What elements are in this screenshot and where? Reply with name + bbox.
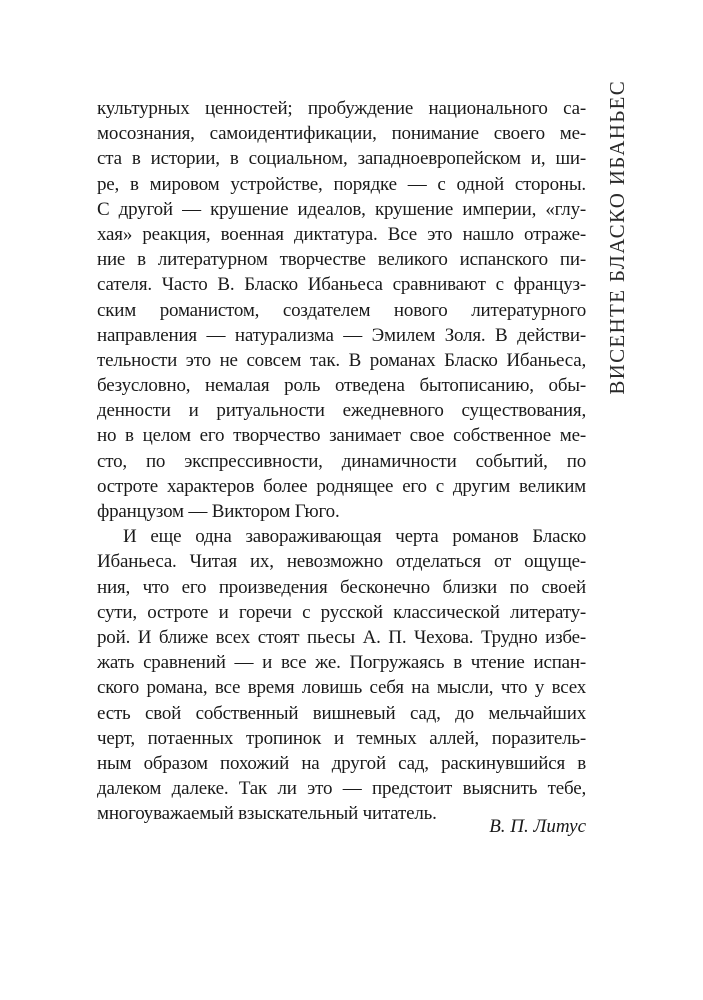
text-line: ского романа, все время ловишь себя на мысли, что у всех bbox=[97, 677, 586, 699]
text-line: мосознания, самоидентификации, понимание своего ме- bbox=[97, 123, 586, 145]
author-signature: В. П. Литус bbox=[489, 816, 586, 837]
body-text bbox=[97, 96, 586, 826]
text-line: многоуважаемый взыскательный читатель. bbox=[97, 803, 437, 825]
text-line: ние в литературном творчестве великого испанского пи- bbox=[97, 249, 586, 271]
text-line: ским романистом, создателем нового литературного bbox=[97, 299, 586, 321]
text-line: есть свой собственный вишневый сад, до мельчайших bbox=[97, 702, 586, 724]
paragraph-1 bbox=[97, 96, 586, 524]
text-line: остроте характеров более роднящее его с другим великим bbox=[97, 475, 586, 497]
text-line: тельности это не совсем так. В романах Бласко Ибаньеса, bbox=[97, 349, 586, 371]
text-line: сателя. Часто В. Бласко Ибаньеса сравнивают с француз- bbox=[97, 274, 586, 296]
running-head bbox=[597, 80, 637, 600]
text-line: денности и ритуальности ежедневного существования, bbox=[97, 400, 586, 422]
text-line: французом — Виктором Гюго. bbox=[97, 501, 340, 522]
text-line: ния, что его произведения бесконечно близки по своей bbox=[97, 576, 586, 598]
text-line: направления — натурализма — Эмилем Золя. В действи- bbox=[97, 324, 586, 346]
text-line: ре, в мировом устройстве, порядке — с одной стороны. bbox=[97, 173, 586, 195]
text-line: С другой — крушение идеалов, крушение империи, «глу- bbox=[97, 198, 586, 220]
text-line: но в целом его творчество занимает свое собственное ме- bbox=[97, 425, 586, 447]
text-line: далеком далеке. Так ли это — предстоит выяснить тебе, bbox=[97, 778, 586, 800]
text-line: жать сравнений — и все же. Погружаясь в чтение испан- bbox=[97, 652, 586, 674]
text-line: безусловно, немалая роль отведена бытописанию, обы- bbox=[97, 375, 586, 397]
running-head-text: ВИСЕНТЕ БЛАСКО ИБАНЬЕС bbox=[604, 80, 629, 395]
text-line: И еще одна завораживающая черта романов Бласко bbox=[123, 526, 586, 548]
text-line: Ибаньеса. Читая их, невозможно отделаться от ощуще- bbox=[97, 551, 586, 573]
text-line: сути, остроте и горечи с русской классической литерату- bbox=[97, 601, 586, 623]
text-line: культурных ценностей; пробуждение национального са- bbox=[97, 98, 586, 119]
paragraph-2 bbox=[97, 524, 586, 826]
text-line: черт, потаенных тропинок и темных аллей, поразитель- bbox=[97, 727, 586, 749]
text-line: хая» реакция, военная диктатура. Все это нашло отраже- bbox=[97, 223, 586, 245]
text-line: рой. И ближе всех стоят пьесы А. П. Чехова. Трудно избе- bbox=[97, 626, 586, 648]
text-line: ным образом похожий на другой сад, раскинувшийся в bbox=[97, 752, 586, 774]
text-line: ста в истории, в социальном, западноевропейском и, ши- bbox=[97, 148, 586, 170]
text-line: сто, по экспрессивности, динамичности событий, по bbox=[97, 450, 586, 472]
